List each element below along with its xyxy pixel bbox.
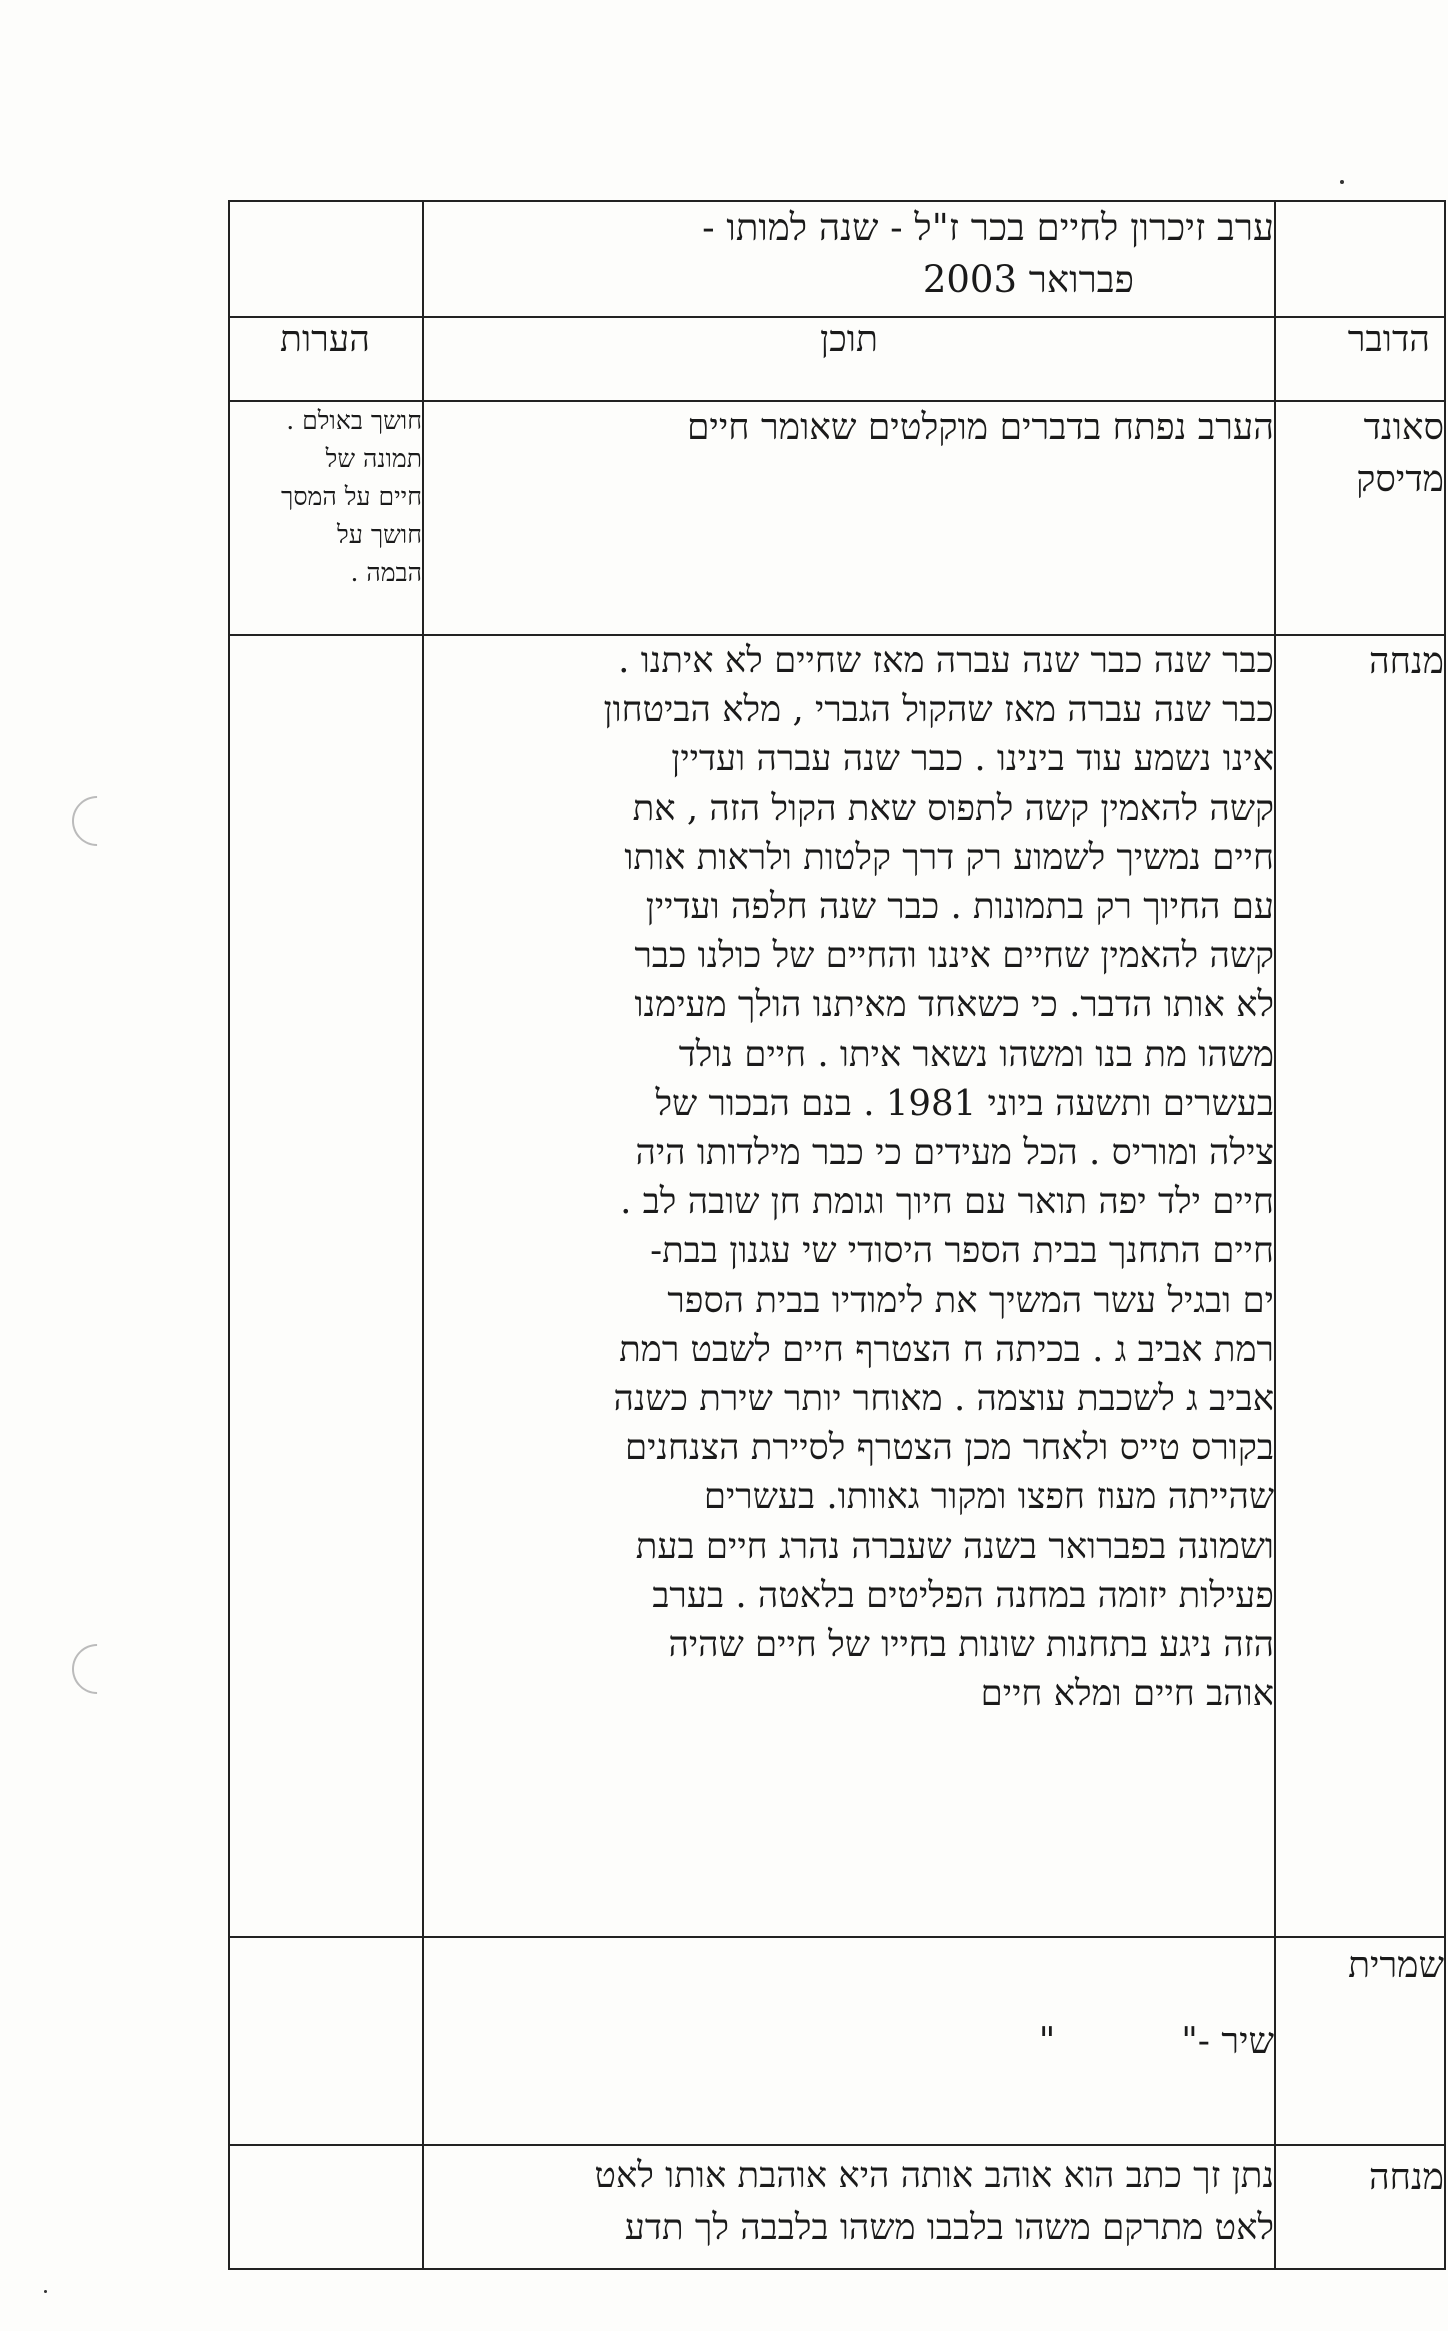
content-line: שהייתה מעוז חפצו ומקור גאוותו. בעשרים — [703, 1476, 1274, 1518]
scan-speck — [1340, 180, 1344, 184]
note-line: תמונה של — [325, 444, 422, 473]
notes-cell — [229, 401, 423, 635]
header-notes: הערות — [229, 317, 423, 401]
note-line: חיים על המסך — [281, 482, 422, 511]
content-line: ושמונה בפברואר בשנה שעברה נהרג חיים בעת — [635, 1525, 1274, 1567]
header-row — [229, 317, 1445, 401]
speaker-line: שמרית — [1348, 1945, 1444, 1986]
row-host-intro — [229, 635, 1445, 1937]
program-table — [228, 200, 1446, 2270]
speaker-cell — [1275, 635, 1445, 1937]
scan-speck — [44, 2290, 47, 2293]
title-line: פברואר 2003 — [922, 258, 1134, 301]
title-line: ערב זיכרון לחיים בכר ז"ל - שנה למותו - — [702, 206, 1274, 249]
content-line: עם החיוך רק בתמונות . כבר שנה חלפה ועדיין — [645, 886, 1274, 928]
notes-cell — [229, 2145, 423, 2269]
note-line: חושך על — [337, 520, 422, 549]
speaker-cell — [1275, 2145, 1445, 2269]
content-cell — [423, 1937, 1275, 2145]
speaker-cell — [1275, 1937, 1445, 2145]
content-line: משהו מת בנו ומשהו נשאר איתו . חיים נולד — [678, 1033, 1274, 1075]
content-line: בקורס טייס ולאחר מכן הצטרף לסיירת הצנחנים — [624, 1427, 1274, 1469]
speaker-line: סאונד — [1363, 407, 1444, 448]
row-host-poem — [229, 2145, 1445, 2269]
title-row — [229, 201, 1445, 317]
content-line: אביב ג לשכבת עוצמה . מאוחר יותר שירת כשנה — [613, 1378, 1274, 1420]
content-line: חיים התחנך בבית הספר היסודי שי עגנון בבת- — [650, 1230, 1274, 1272]
row-sound — [229, 401, 1445, 635]
speaker-line: מנחה — [1368, 641, 1444, 682]
header-speaker: הדובר — [1275, 317, 1445, 401]
content-line: נתן זך כתב הוא אוהב אותה היא אוהבת אותו לאט — [594, 2155, 1274, 2196]
notes-cell — [229, 635, 423, 1937]
content-cell — [423, 635, 1275, 1937]
content-cell — [423, 401, 1275, 635]
content-line: כבר שנה כבר שנה עברה מאז שחיים לא איתנו . — [618, 640, 1274, 681]
notes-cell — [229, 1937, 423, 2145]
content-line: פעילות יזומה במחנה הפליטים בלאטה . בערב — [652, 1574, 1274, 1616]
speaker-line: מדיסק — [1356, 459, 1444, 500]
content-line: ים ובגיל עשר המשיך את לימודיו בבית הספר — [667, 1279, 1274, 1321]
content-line: רמת אביב ג . בכיתה ח הצטרף חיים לשבט רמת — [619, 1328, 1274, 1370]
content-line: לא אותו הדבר. כי כשאחד מאיתנו הולך מעימנו — [634, 984, 1274, 1026]
content-line: כבר שנה עברה מאז שהקול הגברי , מלא הביטחון — [603, 689, 1274, 731]
speaker-cell — [1275, 401, 1445, 635]
title-speaker-cell — [1275, 201, 1445, 317]
header-content: תוכן — [423, 317, 1275, 401]
note-line: הבמה . — [350, 558, 422, 587]
title-notes-cell — [229, 201, 423, 317]
punch-hole-mark — [62, 1634, 133, 1705]
content-line: אינו נשמע עוד בינינו . כבר שנה עברה ועדיין — [671, 738, 1274, 780]
content-line: הזה ניגע בתחנות שונות בחייו של חיים שהיה — [668, 1624, 1274, 1666]
content-line: לאט מתרקם משהו בלבבו משהו בלבבה לך תדע — [624, 2207, 1274, 2248]
content-line: שיר -" " — [1038, 2021, 1274, 2062]
row-song — [229, 1937, 1445, 2145]
page-title — [423, 201, 1275, 317]
content-line: צילה ומוריס . הכל מעידים כי כבר מילדותו היה — [635, 1132, 1274, 1174]
note-line: חושך באולם . — [286, 406, 422, 435]
content-line: חיים ילד יפה תואר עם חיוך וגומת חן שובה לב . — [620, 1181, 1274, 1223]
content-line: קשה להאמין שחיים איננו והחיים של כולנו כבר — [634, 935, 1274, 977]
content-line: הערב נפתח בדברים מוקלטים שאומר חיים — [686, 407, 1274, 448]
content-line: חיים נמשיך לשמוע רק דרך קלטות ולראות אותו — [624, 836, 1274, 878]
content-line: אוהב חיים ומלא חיים — [980, 1673, 1274, 1715]
speaker-line: מנחה — [1368, 2157, 1444, 2198]
content-cell — [423, 2145, 1275, 2269]
content-line: קשה להאמין קשה לתפוס שאת הקול הזה , את — [632, 787, 1274, 829]
content-line: בעשרים ותשעה ביוני 1981 . בנם הבכור של — [655, 1082, 1274, 1124]
punch-hole-mark — [62, 786, 133, 857]
